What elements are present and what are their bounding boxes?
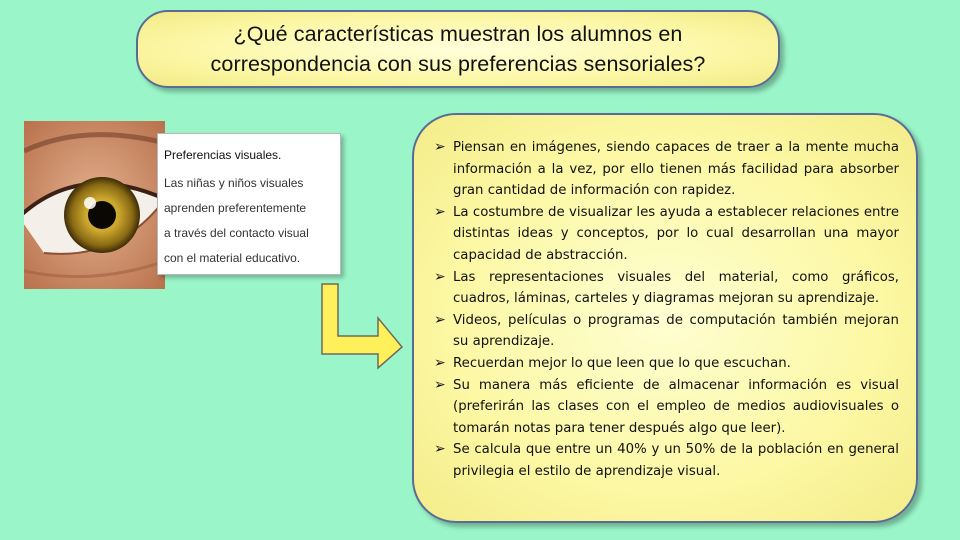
note-line: Las niñas y niños visuales (164, 176, 304, 190)
arrow-bullet-icon: ➢ (434, 311, 446, 328)
arrow-bullet-icon: ➢ (434, 441, 446, 458)
list-item-text: Su manera más eficiente de almacenar información es visual (preferirán las clases con el empleo de medios audiovisuales o tomarán notas para tener después algo que leer). (453, 377, 899, 436)
list-item-text: Se calcula que entre un 40% y un 50% de la población en general privilegia el estilo de aprendizaje visual. (453, 442, 899, 479)
note-line: aprenden preferentemente (164, 201, 307, 215)
arrow-bullet-icon: ➢ (434, 203, 446, 220)
title-box (136, 10, 780, 88)
eye-illustration (24, 121, 165, 289)
note-heading: Preferencias visuales. (164, 148, 282, 162)
list-item-text: Las representaciones visuales del material, como gráficos, cuadros, láminas, carteles y diagramas mejoran su aprendizaje. (453, 269, 899, 307)
characteristics-box (412, 113, 918, 523)
list-item (434, 375, 899, 440)
list-item-text: Videos, películas o programas de computación también mejoran su aprendizaje. (453, 312, 899, 350)
bent-arrow-right-icon (316, 278, 406, 372)
visual-preferences-note (157, 133, 341, 275)
list-item (434, 137, 899, 202)
note-line: con el material educativo. (164, 251, 301, 265)
slide-title: ¿Qué características muestran los alumnos en correspondencia con sus preferencias sensoriales? (210, 22, 706, 76)
arrow-bullet-icon: ➢ (434, 139, 446, 155)
eye-photo (24, 121, 165, 289)
note-line: a través del contacto visual (164, 226, 309, 240)
list-item-text: Piensan en imágenes, siendo capaces de traer a la mente mucha información a la vez, por ello tienen más facilidad para absorber gran cantidad de información con rapidez. (453, 140, 899, 199)
list-item-text: Recuerdan mejor lo que leen que lo que escuchan. (453, 355, 791, 371)
characteristics-list (434, 137, 899, 483)
arrow-bullet-icon: ➢ (434, 376, 446, 393)
list-item (434, 202, 899, 267)
list-item (434, 353, 899, 375)
list-item (434, 310, 899, 353)
arrow-bullet-icon: ➢ (434, 268, 446, 285)
list-item (434, 267, 899, 310)
list-item-text: La costumbre de visualizar les ayuda a establecer relaciones entre distintas ideas y conceptos, por lo cual desarrollan una mayor capacidad de abstracción. (453, 204, 899, 263)
arrow-bullet-icon: ➢ (434, 354, 446, 371)
list-item (434, 439, 899, 482)
